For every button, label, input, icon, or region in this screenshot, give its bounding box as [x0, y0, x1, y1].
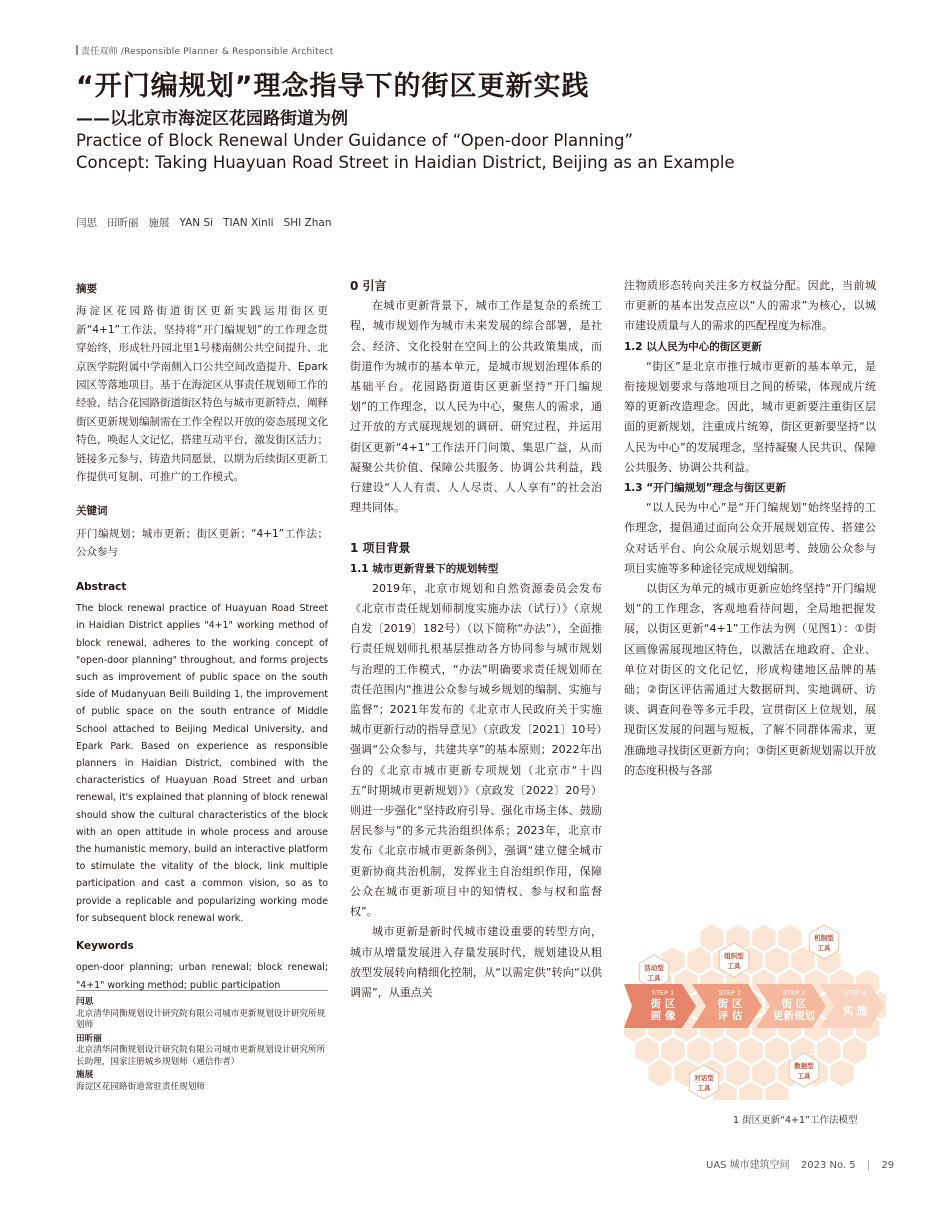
step-name: 街 区: [717, 998, 743, 1010]
hex-cell: [635, 1037, 658, 1064]
body-paragraph: “街区”是北京市推行城市更新的基本单元，是衔接规划要求与落地项目之间的桥梁，体现成片统筹的更新改造理念。因此，城市更新要注重街区层面的更新规划，注重成片统筹，街区更新要坚持“以人民为中心”的发展理念，坚持凝聚人民共识、保障公共服务、协调公共利益。: [624, 359, 876, 474]
figure-4plus1-model: [624, 920, 886, 1100]
hex-cell: [778, 925, 801, 952]
hex-cell: [830, 1060, 853, 1087]
tool-label: 数据型: [794, 1062, 814, 1070]
article-title-cn: “开门编规划”理念指导下的街区更新实践: [76, 71, 590, 102]
author-line: [76, 215, 342, 230]
abstract-text: 海淀区花园路街道街区更新实践运用街区更新“4+1”工作法，坚持将“开门编规划”的工作理念贯穿始终，形成牡丹园北里1号楼南侧公共空间提升、北京医学院附属中学南侧入口公共空间改造提升、Epark园区等落地项目。基于在海淀区从事责任规划师工作的经验，结合花园路街道街区特色与城市更新特点，阐释街区更新规划编制需在工作全程以开放的姿态展现文化特色，唤起人文记忆，搭建互动平台，激发街区活力；链接多元参与，铸造共同愿景，以期为后续街区更新工作提供可复制、可推广的工作模式。: [76, 305, 328, 484]
tool-label: 机制型: [814, 934, 834, 942]
abstract-en-text: The block renewal practice of Huayuan Road Street in Haidian District applies "4+1" working method of block renewal, adheres to the working concept of "open-door planning" throughout, and forms projects such as improvement of public space on the south side of Mudanyuan Beili Building 1, the improvement of public space on the south entrance of Middle School attached to Beijing Medical University, and Epark Park. Based on experience as responsible planners in Haidian District, combined with the characteristics of Huayuan Road Street and urban renewal, it's explained that planning of block renewal should show the cultural characteristics of the block with an open attitude in whole process and arouse the humanistic memory, build an interactive platform to stimulate the vitality of the block, link multiple participation and cast a common vision, so as to provide a replicable and popularizing working mode for subsequent block renewal work.: [76, 603, 328, 924]
body-column-right: [624, 276, 876, 781]
tool-label: 对话型: [694, 1074, 714, 1082]
hex-cell: [765, 1082, 788, 1100]
tool-label: 工具: [727, 962, 741, 970]
author-info-affiliation: 海淀区花园路街道常驻责任规划师: [76, 1081, 205, 1092]
step-name: 画 像: [650, 1010, 676, 1022]
author-info-affiliation: 北京清华同衡规划设计研究院有限公司城市更新规划设计研究所规划师: [76, 1008, 326, 1030]
hex-cell: [739, 1037, 762, 1064]
hex-cell: [765, 947, 788, 974]
step-arrow-1: [624, 984, 696, 1028]
author-info-name: 施展: [76, 1070, 94, 1080]
subsection-heading: 1.1 城市更新背景下的规划转型: [350, 562, 499, 575]
step-name: 街 区: [650, 998, 676, 1010]
keywords-en-text: open-door planning; urban renewal; block renewal; "4+1" working method; public participation: [76, 962, 328, 991]
title-en-line1: Practice of Block Renewal Under Guidance of “Open-door Planning”: [76, 131, 634, 150]
author-name: YAN Si: [179, 217, 214, 229]
figure-caption: 1 街区更新“4+1”工作法模型: [733, 1115, 858, 1126]
hex-cell: [739, 1082, 762, 1100]
hex-cell: [687, 947, 710, 974]
step-label: STEP 2: [718, 989, 742, 997]
step-name: 评 估: [717, 1010, 743, 1022]
column-label: 责任双师 /Responsible Planner & Responsible Architect: [76, 44, 333, 57]
hex-cell: [843, 1037, 866, 1064]
body-paragraph: 城市更新是新时代城市建设重要的转型方向，城市从增量发展进入存量发展时代，规划建设从粗放型发展转向精细化控制，从“以需定供”转向“以供调需”，从重点关: [350, 925, 602, 999]
tool-label: 工具: [647, 974, 661, 982]
hex-cell: [648, 1060, 671, 1087]
author-name: 闫思: [76, 217, 97, 229]
body-paragraph: 注物质形态转向关注多方权益分配。因此，当前城市更新的基本出发点应以“人的需求”为核心，以城市建设质量与人的需求的匹配程度为标准。: [624, 279, 876, 333]
author-info-name: 田昕丽: [76, 1033, 102, 1044]
hex-cell: [752, 925, 775, 952]
author-name: SHI Zhan: [283, 217, 332, 229]
section-heading: 0 引言: [350, 279, 387, 293]
subsection-heading: 1.2 以人民为中心的街区更新: [624, 340, 762, 353]
step-name: 更新规划: [773, 1010, 815, 1022]
tool-label: 活动型: [644, 964, 664, 972]
keywords-en-heading: Keywords: [76, 939, 134, 952]
step-name: 街 区: [781, 998, 807, 1010]
journal-name: UAS 城市建筑空间: [706, 1160, 790, 1171]
hex-cell: [817, 1037, 840, 1064]
title-en-line2: Concept: Taking Huayuan Road Street in Haidian District, Beijing as an Example: [76, 153, 735, 172]
step-label: STEP 1: [651, 989, 675, 997]
hex-cell: [726, 1060, 749, 1087]
tool-label: 工具: [697, 1084, 711, 1092]
author-name: 田昕丽: [107, 217, 139, 229]
keywords-text: 开门编规划；城市更新；街区更新；“4+1”工作法；公众参与: [76, 527, 328, 559]
step-label: STEP 4: [843, 989, 867, 997]
subsection-heading: 1.3 “开门编规划”理念与街区更新: [624, 482, 787, 495]
body-paragraph: 以街区为单元的城市更新应始终坚持“开门编规划”的工作理念，客观地看待问题，全局地把握发展，以街区更新“4+1”工作法为例（见图1）：①街区画像需展现地区特色，以激活在地政府、企业、单位对街区的文化记忆，形成构建地区品牌的基础；②街区评估需通过大数据研判、实地调研、访谈、调查问卷等多元手段，宣贯街区上位规划，展现街区发展的问题与短板，了解不同群体需求，更准确地寻找街区更新方向；③街区更新规划需以开放的态度积极与各部: [624, 582, 876, 777]
author-name: TIAN Xinli: [223, 217, 274, 229]
issue-number: 2023 No. 5: [800, 1160, 856, 1171]
author-name: 施展: [148, 217, 170, 229]
abstract-column: [76, 280, 328, 994]
step-label: STEP 3: [782, 989, 806, 997]
author-info-name: 闫思: [76, 997, 94, 1007]
tool-label: 工具: [797, 1072, 811, 1080]
abstract-en-heading: Abstract: [76, 580, 127, 593]
keywords-heading: 关键词: [76, 505, 108, 518]
tool-label: 组织型: [724, 952, 744, 960]
abstract-heading: 摘要: [76, 283, 97, 295]
body-paragraph: 在城市更新背景下，城市工作是复杂的系统工程，城市规划作为城市未来发展的综合部署，是社会、经济、文化投射在空间上的公共政策集成，而街道作为城市的基本单元，是城市规划治理体系的基础平台。花园路街道街区更新坚持“开门编规划”的工作理念，以人民为中心，聚焦人的需求，通过开放的方式展现规划的调研、研究过程，并运用街区更新“4+1”工作法开门问策、集思广益，从而凝聚公共价值、保障公共服务、协调公共利益，践行建设“人人有责、人人尽责、人人享有”的社会治理共同体。: [350, 299, 602, 515]
author-info-box: [76, 990, 328, 1094]
article-title-en: [76, 130, 896, 174]
hex-cell: [713, 1037, 736, 1064]
step-name: 实 施: [842, 1005, 868, 1017]
hex-cell: [700, 925, 723, 952]
hex-cell: [765, 1037, 788, 1064]
section-heading: 1 项目背景: [350, 541, 411, 556]
page-number: 29: [881, 1160, 895, 1171]
body-paragraph: 2019年，北京市规划和自然资源委员会发布《北京市责任规划师制度实施办法（试行）》（京规自发〔2019〕182号）（以下简称“办法”），全面推行责任规划师扎根基层推动各方协同参与城市规划与治理的工作模式，“办法”明确要求责任规划师在责任范围内“推进公众参与城乡规划的编制、实施与监督”；2021年发布的《北京市人民政府关于实施城市更新行动的指导意见》（京政发〔2021〕10号）强调“公众参与，共建共享”的基本原则；2022年出台的《北京市城市更新专项规划（北京市“十四五”时期城市更新规划）》（京政发〔2022〕20号）则进一步强化“坚持政府引导、强化市场主体、鼓励居民参与”的多元共治组织体系；2023年，北京市发布《北京市城市更新条例》，强调“建立健全城市更新协商共治机制，发挥业主自治组织作用，保障公众在城市更新项目中的知情权、参与权和监督权”。: [350, 581, 602, 919]
author-info-affiliation: 北京清华同衡规划设计研究院有限公司城市更新规划设计研究所所长助理，国家注册城乡规划师（通信作者）: [76, 1045, 326, 1067]
article-subtitle-cn: ——以北京市海淀区花园路街道为例: [76, 109, 348, 129]
hex-cell: [687, 1037, 710, 1064]
hex-cell: [661, 1037, 684, 1064]
page-footer: UAS 城市建筑空间 2023 No. 5 | 29: [706, 1160, 895, 1171]
tool-label: 工具: [817, 944, 831, 952]
hex-cell: [752, 1060, 775, 1087]
body-paragraph: “以人民为中心”是“开门编规划”始终坚持的工作理念，提倡通过面向公众开展规划宣传、搭建公众对话平台、向公众展示规划思考、鼓励公众参与项目实施等多种途径完成规划编制。: [624, 501, 876, 575]
body-column-middle: [350, 276, 602, 1003]
